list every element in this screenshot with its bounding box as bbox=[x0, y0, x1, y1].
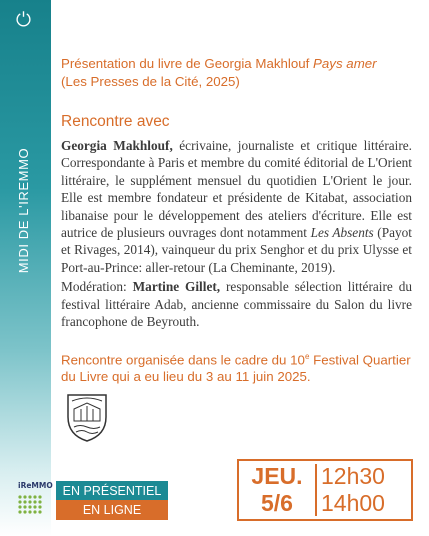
day-month: 5/6 bbox=[261, 490, 293, 516]
end-time: 14h00 bbox=[321, 490, 385, 516]
power-icon bbox=[15, 10, 32, 27]
moderation-label: Modération: bbox=[61, 279, 133, 295]
date-day bbox=[239, 463, 315, 517]
iremmo-logo-text: iReMMO bbox=[18, 481, 53, 490]
speakers-text bbox=[61, 137, 412, 330]
speaker-paragraph bbox=[61, 137, 412, 276]
presentation-line bbox=[61, 55, 411, 91]
publisher: (Les Presses de la Cité, 2025) bbox=[61, 74, 240, 89]
book-title: Pays amer bbox=[313, 56, 377, 71]
sidebar bbox=[0, 0, 51, 536]
weekday: JEU. bbox=[251, 463, 303, 489]
presentation-prefix: Présentation du livre de Georgia Makhlouf bbox=[61, 56, 314, 71]
section-heading: Rencontre avec bbox=[61, 113, 170, 130]
speaker-name: Georgia Makhlouf, bbox=[61, 138, 173, 153]
badge-presentiel: EN PRÉSENTIEL bbox=[56, 481, 168, 501]
date-box bbox=[237, 459, 413, 521]
moderator-paragraph bbox=[61, 278, 412, 330]
sidebar-title: MIDI DE L'IREMMO bbox=[16, 147, 32, 273]
moderator-bio: responsable sélection littéraire du festival littéraire Adab, ancienne commissaire du Salon du livre francophone de Beyrouth. bbox=[61, 279, 412, 330]
speaker-bio: écrivaine, journaliste et critique littéraire. Correspondante à Paris et membre du comité éditorial de L'Orient littéraire, le supplément mensuel du quotidien L'Orient le jour. Elle est membre fondateur et présidente de Kitabat, association libanaise pour le développement des ateliers d'écriture. Elle est autrice de plusieurs ouvrages dont notamment bbox=[61, 138, 412, 241]
start-time: 12h30 bbox=[321, 463, 385, 489]
ordinal-suffix: e bbox=[304, 352, 310, 361]
adab-emblem bbox=[64, 391, 110, 443]
time-range bbox=[321, 463, 385, 517]
badge-en-ligne: EN LIGNE bbox=[56, 500, 168, 520]
speaker-bio-end: (Payot et Rivages, 2014), vainqueur du prix Senghor et du prix Ulysse et Port-au-Prince: aller-retour (La Cheminante, 2019). bbox=[61, 225, 412, 275]
rencontre-note bbox=[61, 348, 411, 385]
rencontre-text-end: Festival Quartier du Livre qui a eu lieu du 3 au 11 juin 2025. bbox=[61, 352, 411, 385]
iremmo-logo bbox=[16, 491, 47, 517]
speaker-book: Les Absents bbox=[310, 225, 374, 241]
rencontre-text: Rencontre organisée dans le cadre du 10 bbox=[61, 352, 305, 368]
moderator-name: Martine Gillet, bbox=[132, 279, 221, 295]
date-divider bbox=[315, 464, 317, 516]
